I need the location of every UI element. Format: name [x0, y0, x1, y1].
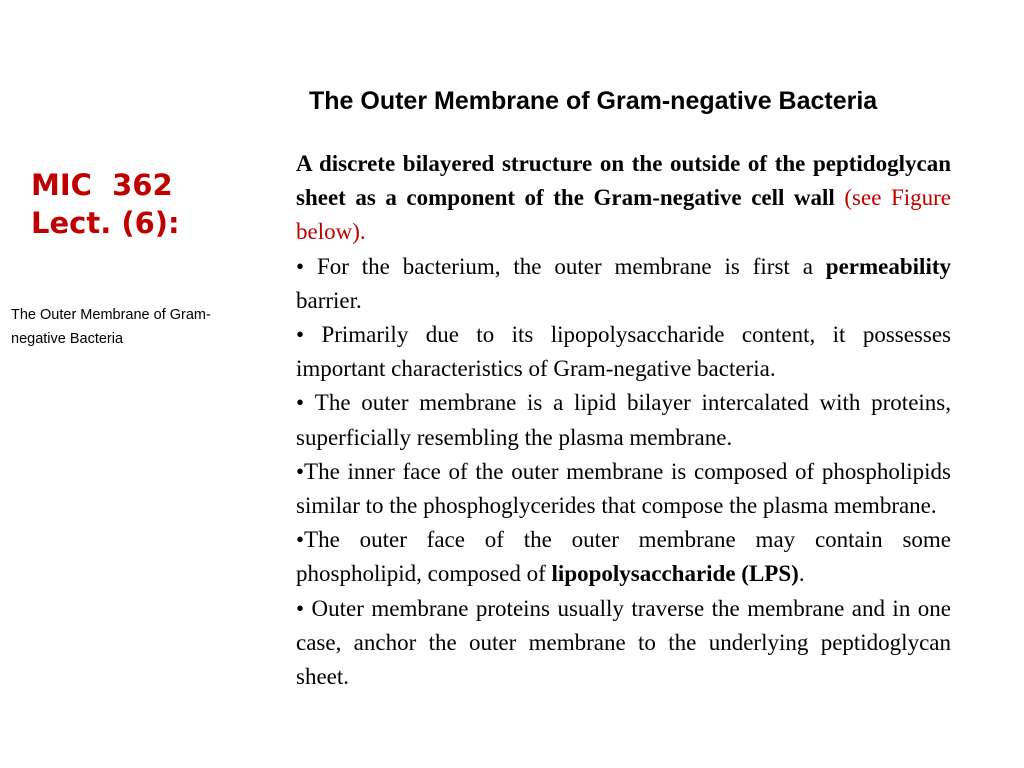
bullet-text: • For the bacterium, the outer membrane is first a	[296, 253, 826, 279]
course-code: MIC 362	[31, 168, 173, 202]
bullet-lipid-bilayer: • The outer membrane is a lipid bilayer intercalated with proteins, superficially resembling the plasma membrane.	[296, 390, 951, 450]
intro-paragraph	[296, 147, 951, 250]
bullet-membrane-proteins: • Outer membrane proteins usually traverse the membrane and in one case, anchor the outer membrane to the underlying peptidoglycan sheet.	[296, 595, 951, 690]
bullet-permeability	[296, 250, 951, 318]
intro-definition: A discrete bilayered structure on the outside of the peptidoglycan sheet as a component of the Gram-negative cell wall	[296, 151, 951, 211]
figure-reference: (see Figure below).	[296, 185, 951, 245]
lecture-number: Lect. (6):	[31, 206, 180, 240]
bullet-emphasis: lipopolysaccharide (LPS)	[551, 561, 799, 587]
bullet-outer-face	[296, 523, 951, 591]
bullet-emphasis: permeability	[825, 253, 951, 279]
slide-subtitle: The Outer Membrane of Gram-negative Bacteria	[11, 307, 211, 347]
bullet-text: •The outer face of the outer membrane may contain some phospholipid, composed of	[296, 527, 951, 587]
bullet-inner-face: •The inner face of the outer membrane is composed of phospholipids similar to the phosphoglycerides that compose the plasma membrane.	[296, 458, 951, 519]
slide-title: The Outer Membrane of Gram-negative Bacteria	[309, 87, 878, 115]
bullet-text: barrier.	[296, 287, 362, 313]
course-heading	[31, 166, 180, 242]
slide-body	[296, 147, 951, 694]
bullet-lipopolysaccharide: • Primarily due to its lipopolysaccharide content, it possesses important characteristics of Gram-negative bacteria.	[296, 322, 951, 382]
bullet-text: .	[798, 561, 805, 587]
